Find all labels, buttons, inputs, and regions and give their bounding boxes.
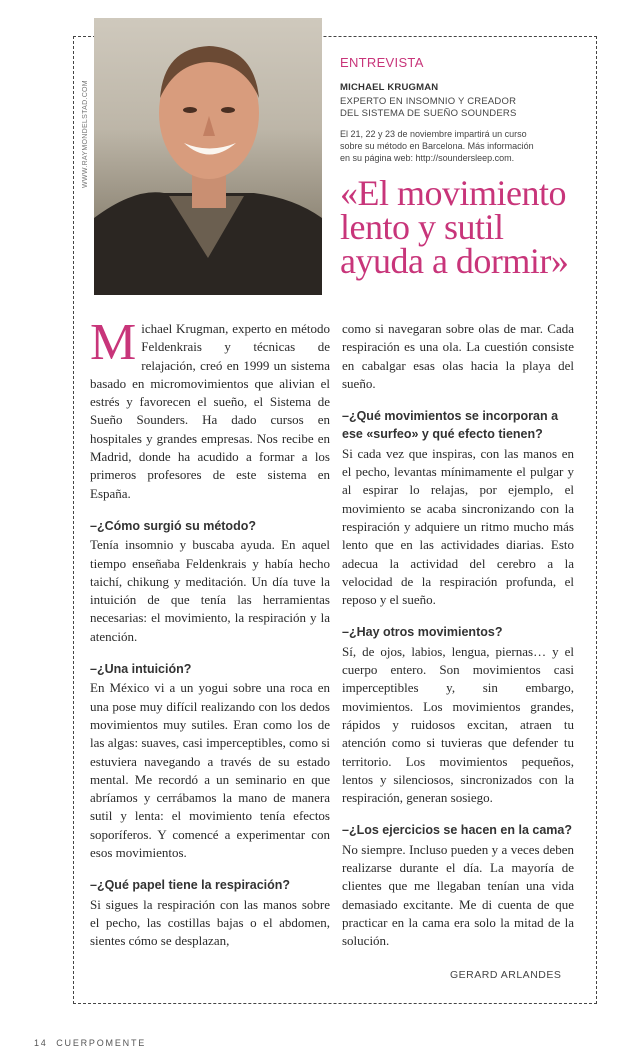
role-line: DEL SISTEMA DE SUEÑO SOUNDERS (340, 108, 517, 119)
photo-credit: WWW.RAYMONDELSTAD.COM (82, 80, 89, 188)
headline (340, 173, 600, 281)
answer: Tenía insomnio y buscaba ayuda. En aquel tiempo enseñaba Feldenkrais y había hecho taichí, chikung y meditación. Un día tuve la intuición de que tenía las herramientas necesarias: el movimiento, la respiración y la atención. (90, 537, 330, 644)
question: –¿Qué papel tiene la respiración? (90, 878, 291, 893)
answer: No siempre. Incluso pueden y a veces deben realizarse durante el día. La mayoría de clientes que me llegaban tenían una vida demasiado excitante. Me di cuenta de que practicar en la cama era solo la mitad de la solución. (342, 841, 574, 949)
interviewee-role (340, 96, 570, 120)
answer-continued: como si navegaran sobre olas de mar. Cada respiración es una ola. La cuestión consiste en cabalgar esas olas hacia la playa del sueño. (342, 321, 574, 391)
answer: Si sigues la respiración con las manos sobre el pecho, las costillas bajas o el abdomen, sientes cómo se desplazan, (90, 896, 330, 949)
question: –¿Qué movimientos se incorporan a ese «surfeo» y qué efecto tienen? (342, 409, 559, 442)
info-line: en su página web: http://soundersleep.com. (340, 153, 515, 163)
interviewee-name: MICHAEL KRUGMAN (340, 82, 439, 93)
portrait-photo (94, 18, 322, 295)
intro-text: ichael Krugman, experto en método Feldenkrais y técnicas de relajación, creó en 1999 un sistema basado en micromovimientos que alivian el estrés y favorecen el sueño, el Sistema de Sueño Sounders. Ha dado cursos en hospitales y grandes empresas. Nos recibe en Madrid, donde ha acudido a formar a los primeros profesores de este sistema en España. (90, 321, 330, 501)
article-column-1 (90, 314, 330, 951)
answer: Si cada vez que inspiras, con las manos en el pecho, levantas mínimamente el pulgar y al espirar lo relajas, por ejemplo, el movimiento se acaba sincronizando con la respiración y adquiere un ritmo mucho más lento que en las actividades diarias. Esto adecua la actividad del cerebro a la velocidad de la respiración profunda, el reposo y el sueño. (342, 445, 574, 608)
page-number: 14 (34, 1038, 48, 1048)
headline-line: ayuda a dormir» (340, 241, 569, 281)
question: –¿Cómo surgió su método? (90, 518, 256, 533)
intro-paragraph (90, 314, 330, 503)
question: –¿Los ejercicios se hacen en la cama? (342, 823, 572, 838)
author-signature: GERARD ARLANDES (450, 969, 562, 981)
info-line: sobre su método en Barcelona. Más información (340, 141, 534, 151)
answer: Sí, de ojos, labios, lengua, piernas… y el cuerpo entero. Son movimientos casi imperceptibles y, sin embargo, movimientos. Los movimientos grandes, rápidos y ruidosos excitan, atraen tu atención como si tuvieras que defender tu territorio. Los movimientos pequeños, lentos y silenciosos, sincronizados con la respiración, generan sosiego. (342, 643, 574, 806)
role-line: EXPERTO EN INSOMNIO Y CREADOR (340, 96, 517, 107)
info-line: El 21, 22 y 23 de noviembre impartirá un curso (340, 129, 527, 139)
headline-line: «El movimiento (340, 173, 566, 213)
question: –¿Hay otros movimientos? (342, 625, 503, 640)
article-column-2 (342, 320, 574, 951)
section-kicker: ENTREVISTA (340, 55, 424, 70)
question: –¿Una intuición? (90, 662, 192, 677)
headline-line: lento y sutil (340, 207, 504, 247)
course-info (340, 128, 580, 164)
magazine-name: CUERPOMENTE (56, 1038, 147, 1048)
drop-cap: M (90, 314, 137, 371)
page-footer (34, 1038, 146, 1048)
portrait-illustration (94, 18, 322, 295)
answer: En México vi a un yogui sobre una roca en una pose muy difícil realizando con los dedos movimientos muy sutiles. Eran como los de las algas: suaves, casi imperceptibles, como si estuviera navegando a través de su estado mental. Me recordó a un seminario en que abríamos y cerrábamos la mano de manera sutil y lenta: el movimiento tenía efectos soporíferos. Y comencé a experimentar con esos movimientos. (90, 680, 330, 861)
